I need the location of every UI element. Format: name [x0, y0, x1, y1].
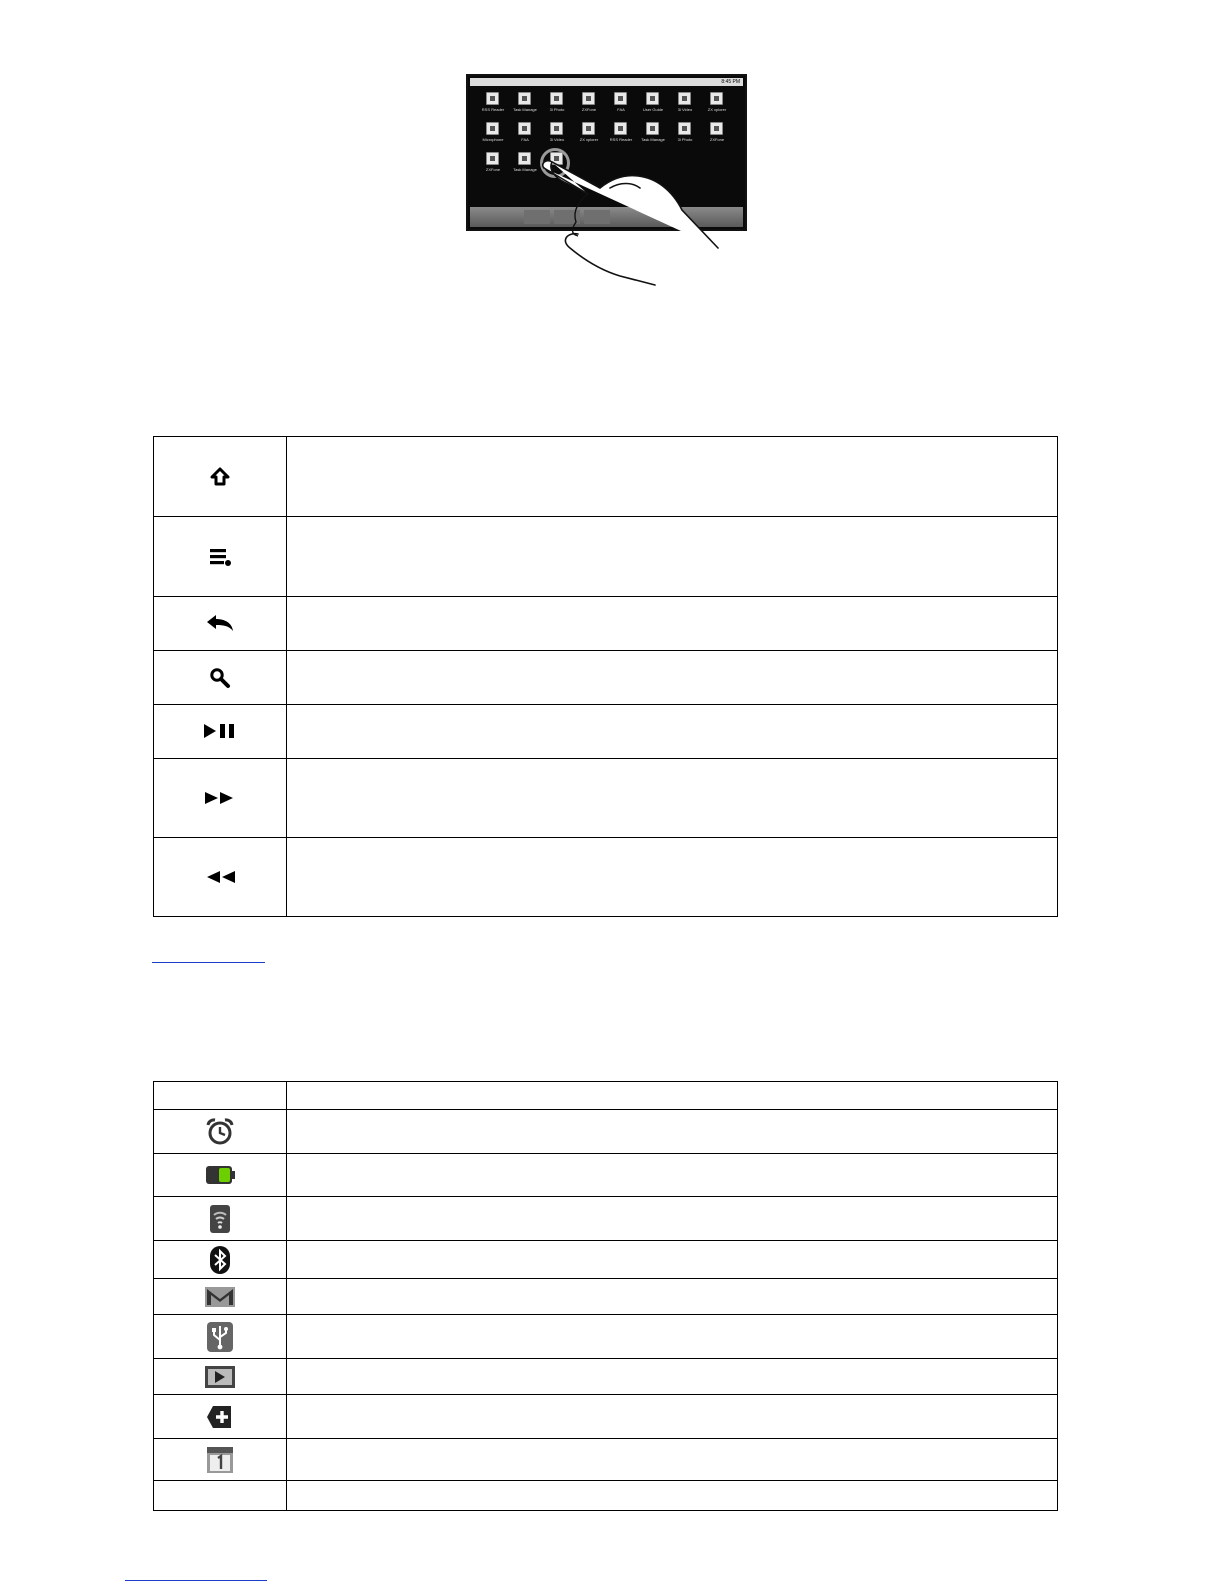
app-label: ZXFone: [485, 167, 501, 172]
key-description: [287, 705, 1058, 759]
alarm-icon: [205, 1117, 235, 1147]
status-icon-cell: [154, 1154, 287, 1197]
add-icon: [205, 1402, 235, 1432]
table-row: [154, 1395, 1058, 1439]
table-row: [154, 1439, 1058, 1481]
status-description: [287, 1197, 1058, 1241]
status-icon-cell: [154, 1110, 287, 1154]
wifi-icon: [208, 1203, 232, 1235]
usb-icon: [205, 1320, 235, 1354]
battery-icon: [204, 1163, 236, 1187]
app-label: ZXFone: [581, 107, 597, 112]
status-icon-cell: [154, 1279, 287, 1315]
app-label: 3i Photo: [549, 107, 565, 112]
app-label: 3i Photo: [677, 137, 693, 142]
table-row: [154, 517, 1058, 597]
table-row: [154, 759, 1058, 838]
app-label: ZX xplorer: [579, 137, 599, 142]
table-row: [154, 1154, 1058, 1197]
status-icon-cell: [154, 1481, 287, 1511]
header-desc-col: [287, 1082, 1058, 1110]
table-row: [154, 838, 1058, 917]
home-icon: [210, 467, 230, 487]
hardware-keys-table: [153, 436, 1058, 917]
status-icon-cell: [154, 1395, 287, 1439]
hand-icon: [460, 70, 760, 295]
bluetooth-icon: [208, 1245, 232, 1275]
app-label: Microphone: [482, 137, 504, 142]
table-row: [154, 705, 1058, 759]
hyperlink-underline[interactable]: [152, 962, 265, 963]
table-row: [154, 1241, 1058, 1279]
status-description: [287, 1279, 1058, 1315]
app-label: 3i Video: [549, 137, 565, 142]
status-description: [287, 1241, 1058, 1279]
table-row: [154, 1359, 1058, 1395]
calendar-icon: [205, 1445, 235, 1475]
status-icons-table: [153, 1081, 1058, 1511]
play-pause-icon: [202, 722, 238, 740]
app-label: FAA: [617, 107, 625, 112]
table-row: [154, 1197, 1058, 1241]
table-row: [154, 597, 1058, 651]
app-label: ZX xplorer: [707, 107, 727, 112]
key-description: [287, 759, 1058, 838]
gmail-icon: [203, 1285, 237, 1309]
table-header-row: [154, 1082, 1058, 1110]
status-description: [287, 1154, 1058, 1197]
menu-icon: [208, 547, 232, 567]
status-icon-cell: [154, 1197, 287, 1241]
media-play-icon: [203, 1364, 237, 1390]
status-icon-cell: [154, 1241, 287, 1279]
status-description: [287, 1110, 1058, 1154]
search-icon: [209, 667, 231, 689]
app-label: ZXFone: [709, 137, 725, 142]
key-description: [287, 651, 1058, 705]
key-description: [287, 437, 1058, 517]
status-description: [287, 1481, 1058, 1511]
status-description: [287, 1315, 1058, 1359]
status-icon-cell: [154, 1315, 287, 1359]
table-row: [154, 437, 1058, 517]
app-label: FAA: [521, 137, 529, 142]
key-description: [287, 597, 1058, 651]
status-time: 8:45 PM: [721, 79, 740, 85]
app-label: Task Manage: [513, 167, 537, 172]
table-row: [154, 1110, 1058, 1154]
table-row: [154, 1315, 1058, 1359]
key-description: [287, 838, 1058, 917]
fast-forward-icon: [203, 790, 237, 806]
back-icon: [205, 614, 235, 632]
header-icon-col: [154, 1082, 287, 1110]
status-description: [287, 1439, 1058, 1481]
app-label: RSS Reader: [481, 107, 505, 112]
app-label: User Guide: [642, 107, 664, 112]
app-label: Task Manage: [513, 107, 537, 112]
key-icon-cell: [154, 517, 287, 597]
table-row: [154, 1481, 1058, 1511]
key-icon-cell: [154, 437, 287, 517]
app-label: 3i Video: [677, 107, 693, 112]
app-label: Task Manage: [641, 137, 665, 142]
table-row: [154, 651, 1058, 705]
status-icon-cell: [154, 1359, 287, 1395]
rewind-icon: [203, 869, 237, 885]
key-icon-cell: [154, 838, 287, 917]
key-icon-cell: [154, 597, 287, 651]
table-row: [154, 1279, 1058, 1315]
key-description: [287, 517, 1058, 597]
key-icon-cell: [154, 759, 287, 838]
hyperlink-underline[interactable]: [125, 1580, 267, 1581]
tablet-illustration: [460, 70, 760, 295]
status-description: [287, 1359, 1058, 1395]
status-description: [287, 1395, 1058, 1439]
key-icon-cell: [154, 651, 287, 705]
status-icon-cell: [154, 1439, 287, 1481]
key-icon-cell: [154, 705, 287, 759]
app-label: RSS Reader: [609, 137, 633, 142]
